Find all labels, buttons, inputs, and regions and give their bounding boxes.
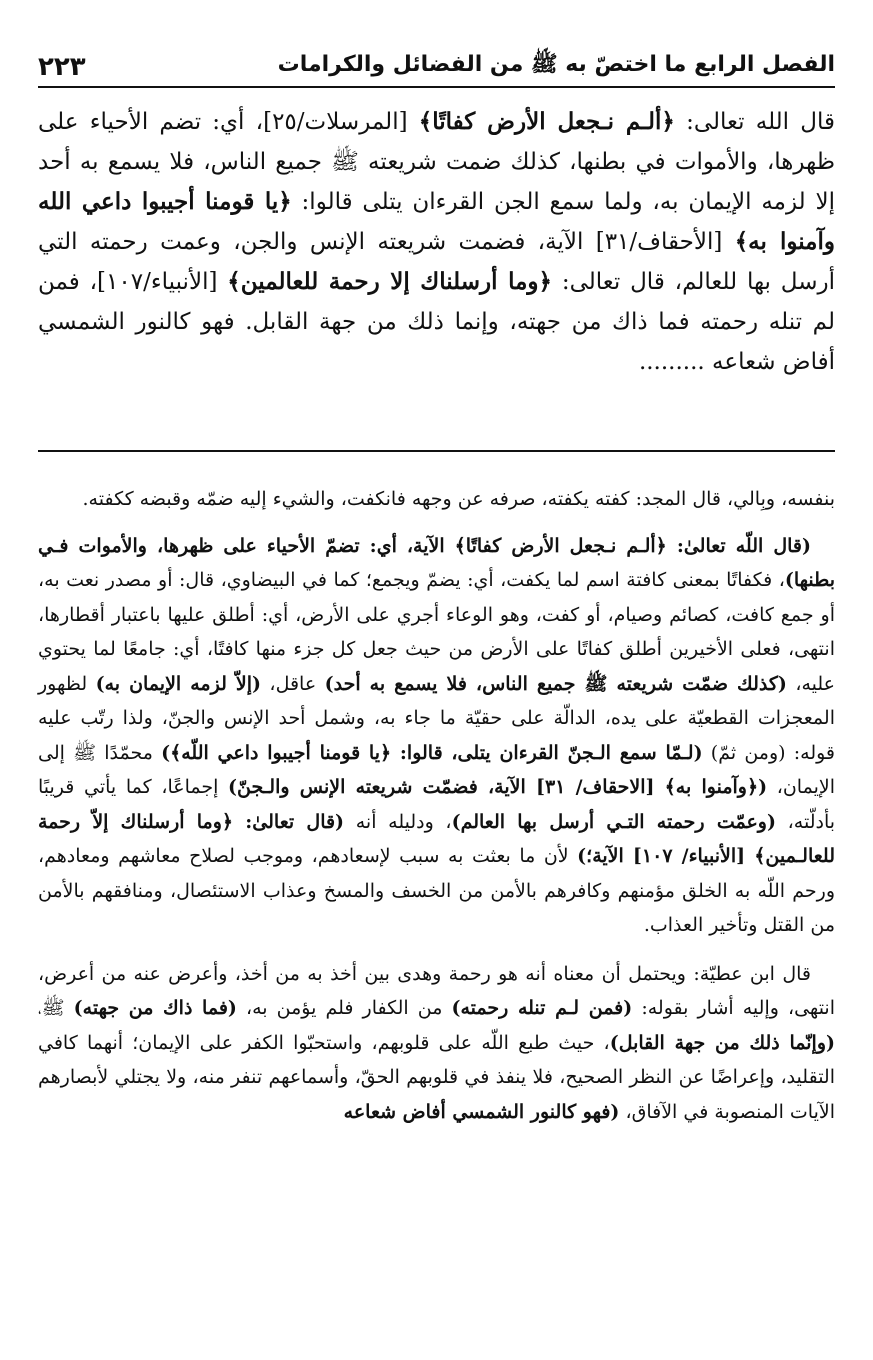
quoted-matn: (فمن لـم تنله رحمته) — [451, 997, 633, 1019]
commentary-segment: قال ابن عطيّة: ويحتمل أن معناه أنه هو رحمة وهدى بين أخذ به من أخذ، وأعرض عنه من أعرض، انتهى، وإليه أشار بقوله: — [38, 962, 835, 1019]
page-header — [38, 40, 835, 82]
commentary-segment: ﷺ، — [38, 997, 74, 1019]
quoted-matn: (كذلك ضمّت شريعته ﷺ جميع الناس، فلا يسمع به أحد) — [324, 672, 787, 695]
quoted-matn: (إلاّ لزمه الإيمان به) — [95, 672, 261, 695]
commentary-paragraph: بنفسه، وبِالي، قال المجد: كفته يكفته، صرفه عن وجهه فانكفت، والشيء إليه ضمّه وقبضه ككفته. — [82, 488, 835, 510]
commentary-segment: محمّدًا ﷺ إلى الإيمان، — [38, 741, 835, 798]
quran-quote: ﴿يا قومنا أجيبوا داعي الله وآمنوا به﴾ — [38, 188, 835, 255]
quoted-matn: (لـمّا سمع الـجنّ القرءان يتلى، قالوا: ﴿يا قومنا أجيبوا داعي اللّه﴾) — [161, 741, 703, 764]
quran-quote: ﴿وما أرسلناك إلا رحمة للعالمين﴾ — [227, 268, 552, 295]
quoted-matn: (قال اللّه تعالىٰ: ﴿ألـم نـجعل الأرض كفاتًا﴾ الآية، أي: تضمّ الأحياء على ظهرها، والأموات فـي بطنها) — [38, 534, 835, 591]
main-paragraph — [38, 102, 835, 382]
commentary-section — [38, 482, 835, 1129]
chapter-title: الفصل الرابع ما اختصّ به ﷺ من الفضائل والكرامات — [277, 52, 835, 77]
commentary-segment: لأن ما بعثت به سبب لإسعادهم، وموجب لصلاح معاشهم ومعادهم، ورحم اللّه به الخلق مؤمنهم وكافرهم بالأمن من الخسف والمسخ وعذاب الاستئصال، ومنافقهم بالأمن من القتل وتأخير العذاب. — [38, 845, 835, 936]
quoted-matn: (﴿وآمنوا به﴾ [الاحقاف/ ٣١] الآية، فضمّت شريعته الإنس والـجنّ) — [228, 776, 768, 798]
quoted-matn: (فما ذاك من جهته) — [73, 997, 237, 1019]
quoted-matn: (وإنّما ذلك من جهة القابل) — [609, 1031, 835, 1054]
main-text-segment: [الأنبياء/١٠٧]، فمن لم تنله رحمته فما ذاك من جهته، وإنما ذلك من جهة القابل. فهو كالنور الشمسي أفاض شعاعه ......... — [38, 269, 835, 375]
quran-quote: ﴿ألـم نـجعل الأرض كفاتًا﴾ — [418, 108, 675, 135]
header-rule — [38, 86, 835, 88]
quoted-matn: (وعمّت رحمته التـي أرسل بها العالم) — [451, 810, 776, 833]
main-text-segment: [الأحقاف/٣١] الآية، فضمت شريعته الإنس والجن، وعمت رحمته التي أرسل بها للعالم، قال تعالى: — [38, 229, 835, 295]
footnote-divider — [38, 450, 835, 452]
commentary-segment: ، حيث طبع اللّه على قلوبهم، واستحبّوا الكفر على الإيمان؛ أنهما كافي التقليد، وإعراضًا عن النظر الصحيح، فلا ينفذ في قلوبهم الحقّ، وأسماعهم تنفر منه، ولا يجتلي لأبصارهم الآيات المنصوبة في الآفاق، — [38, 1031, 835, 1123]
main-text-segment: [المرسلات/٢٥]، أي: تضم الأحياء على ظهرها، والأموات في بطنها، كذلك ضمت شريعته ﷺ جميع الناس، فلا يسمع به أحد إلا لزمه الإيمان به، ولما سمع الجن القرءان يتلى قالوا: — [38, 109, 835, 215]
commentary-paragraph — [38, 529, 835, 943]
commentary-segment: لظهور المعجزات القطعيّة على يده، الدالّة على حقيّة ما جاء به، وشمل أحد الإنس والجنّ، ولذا رتّب عليه قوله: (ومن ثمّ) — [38, 672, 836, 764]
commentary-segment: إجماعًا، كما يأتي قريبًا بأدلّته، — [38, 776, 836, 833]
quoted-matn: (فهو كالنور الشمسي أفاض شعاعه — [343, 1100, 620, 1123]
commentary-segment: ، فكفاتًا بمعنى كافتة اسم لما يكفت، أي: يضمّ ويجمع؛ كما في البيضاوي، قال: أو مصدر نعت به، أو جمع كافت، كصائم وصيام، أو كفت، وهو الوعاء أجري على الأرض، أي: أطلق عليها باعتبار أقطارها، انتهى، فعلى الأخيرين أطلق كفاتًا على الأرض من حيث جعل كل جزء منها كافتًا، أي: جامعًا لما يحتوي عليه، — [38, 569, 836, 695]
quoted-matn: (قال تعالىٰ: ﴿وما أرسلناك إلاّ رحمة للعالـمين﴾ [الأنبياء/ ١٠٧] الآية؛) — [38, 810, 835, 867]
commentary-segment: من الكفار فلم يؤمن به، — [236, 997, 452, 1019]
commentary-paragraph — [38, 957, 835, 1130]
main-text-segment: قال الله تعالى: — [674, 109, 836, 135]
main-text — [38, 102, 835, 382]
commentary-segment: عاقل، — [260, 672, 325, 695]
page-number: ٢٢٣ — [38, 52, 86, 82]
commentary-segment: ، ودليله أنه — [344, 810, 452, 833]
